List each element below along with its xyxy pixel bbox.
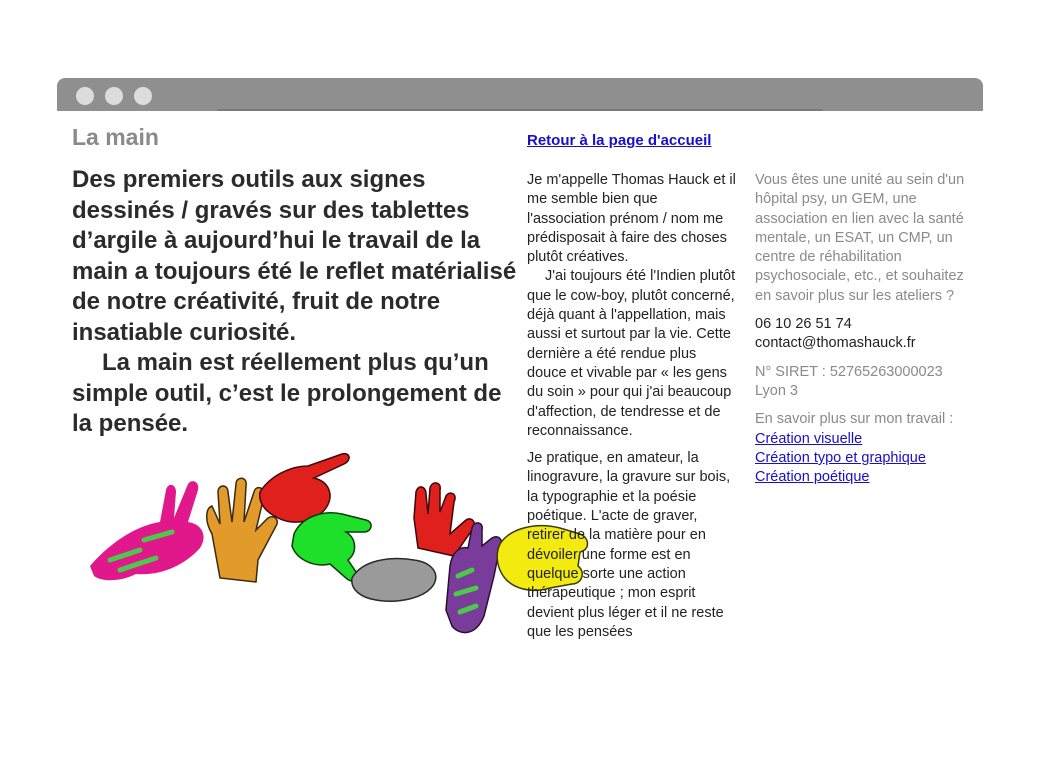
window-maximize-dot[interactable] [134,87,152,105]
intro-text [72,165,520,440]
bio-paragraph-1: Je m'appelle Thomas Hauck et il me semble bien que l'association prénom / nom me prédisposait à faire des choses plutôt créatives. [527,172,736,266]
siret-number: N° SIRET : 52765263000023 [755,363,943,380]
window-close-dot[interactable] [76,87,94,105]
city: Lyon 3 [755,382,798,399]
link-creation-typo[interactable]: Création typo et graphique [755,449,926,466]
more-work-label: En savoir plus sur mon travail : [755,411,954,428]
link-creation-poetique[interactable]: Création poétique [755,469,870,486]
bio-paragraph-3: Je pratique, en amateur, la linogravure, la gravure sur bois, la typographie et la poésie poétique. L'acte de graver, retirer de la matière pour en dévoiler une forme est en quelque sorte une action thérapeutique ; mon esprit devient plus léger et il ne reste que les pensées [527,450,731,640]
window-minimize-dot[interactable] [105,87,123,105]
grey-hand-icon [352,559,436,602]
page-title: La main [72,124,159,150]
tab-strip-divider [217,109,823,111]
contact-sidebar [755,171,975,487]
intro-paragraph-2: La main est réellement plus qu’un simple outil, c’est le prolongement de la pensée. [72,349,502,437]
email-address: contact@thomashauck.fr [755,335,916,352]
hands-illustration [80,448,600,648]
intro-paragraph-1: Des premiers outils aux signes dessinés / gravés sur des tablettes d’argile à aujourd’hui le travail de la main a toujours été le reflet matérialisé de notre créativité, fruit de notre insatiable curiosité. [72,166,517,346]
magenta-hand-icon [90,481,204,580]
home-page-link[interactable]: Retour à la page d'accueil [527,132,712,149]
link-creation-visuelle[interactable]: Création visuelle [755,430,863,447]
bio-column [527,171,737,686]
red-pointing-hand-icon [260,454,349,522]
workshop-question: Vous êtes une unité au sein d'un hôpital psy, un GEM, une association en lien avec la santé mentale, un ESAT, un CMP, un centre de réhabilitation psychosociale, etc., et souhaitez en savoir plus sur les ateliers ? [755,172,965,304]
bio-overflow-fade [520,676,740,690]
bio-paragraph-2: J'ai toujours été l'Indien plutôt que le cow-boy, plutôt concerné, déjà quant à l'appellation, mais aussi et surtout par la vie. Cette dernière a été rendue plus douce et vivable par « les gens du soin » pour qui j'ai beaucoup d'affection, de tendresse et de reconnaissance. [527,268,736,439]
phone-number: 06 10 26 51 74 [755,316,852,333]
red-raised-hand-icon [414,483,474,556]
browser-title-bar [57,78,983,111]
